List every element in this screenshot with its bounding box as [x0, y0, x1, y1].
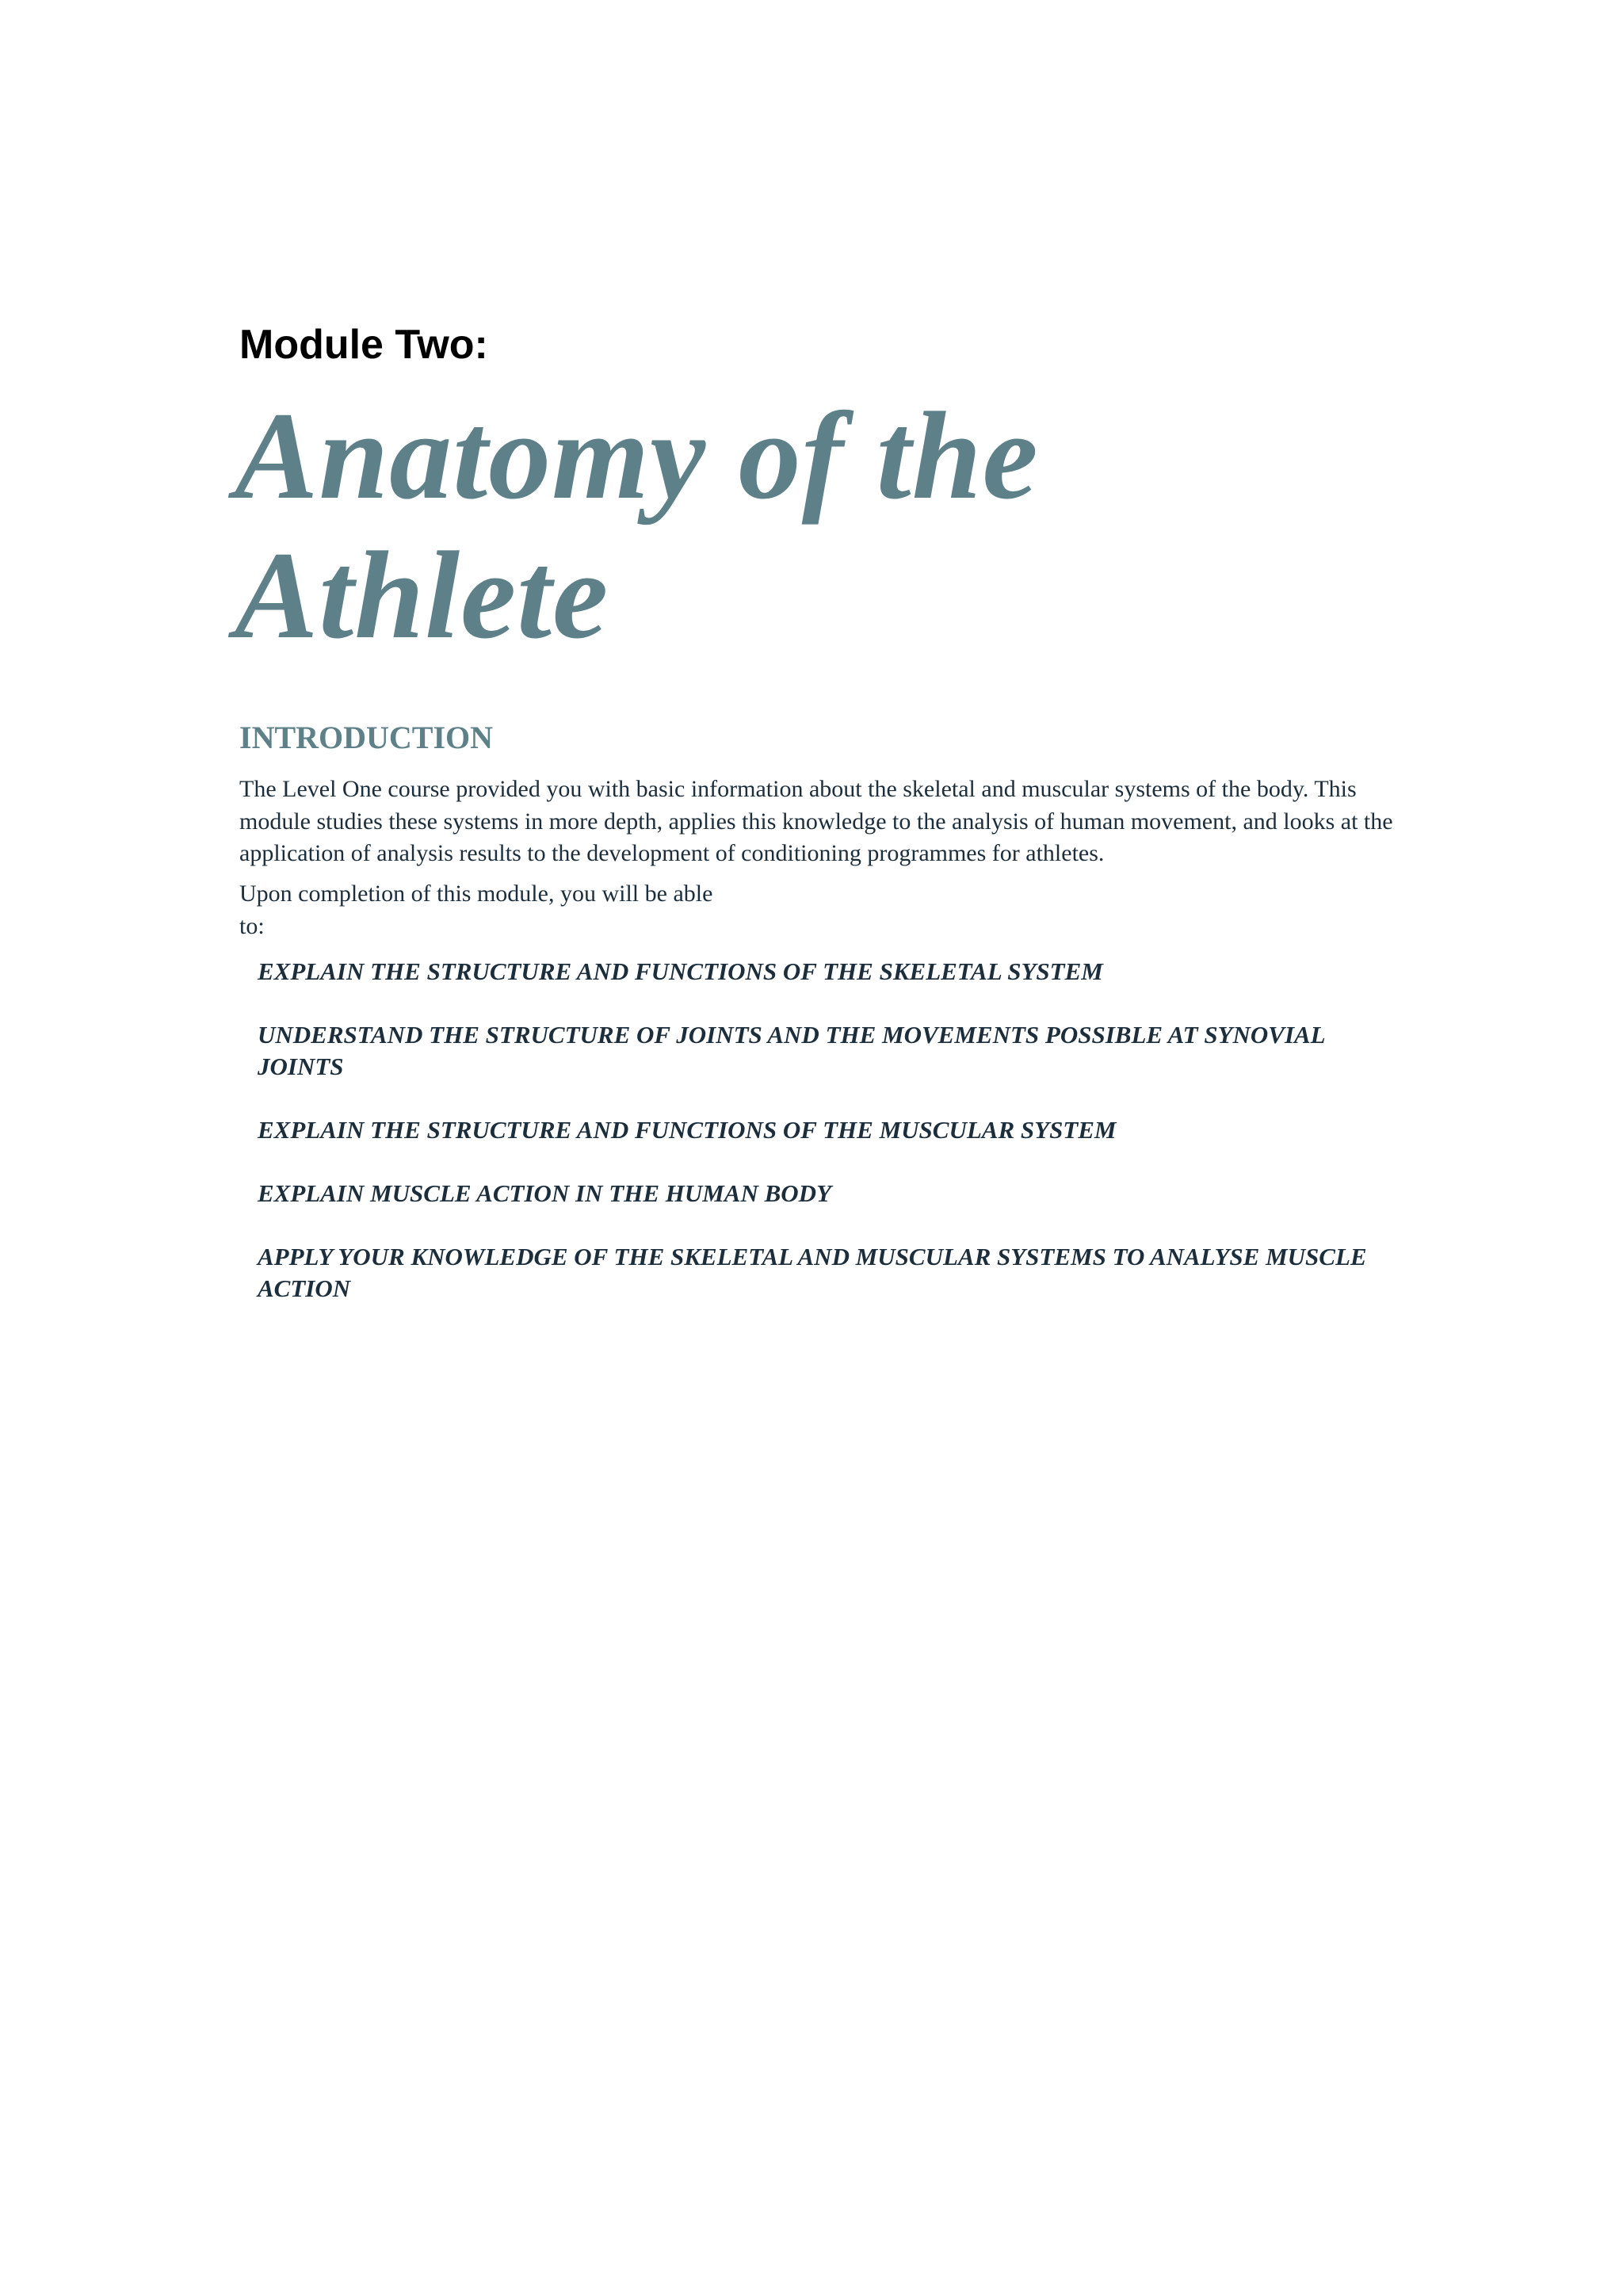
- module-title: [235, 387, 1423, 666]
- objective-item: EXPLAIN MUSCLE ACTION IN THE HUMAN BODY: [258, 1179, 832, 1207]
- introduction-heading: INTRODUCTION: [239, 720, 494, 755]
- completion-statement: Upon completion of this module, you will be able to:: [239, 881, 713, 939]
- learning-objectives-list: [258, 956, 1415, 1336]
- objective-item: APPLY YOUR KNOWLEDGE OF THE SKELETAL AND MUSCULAR SYSTEMS TO ANALYSE MUSCLE ACTION: [258, 1243, 1367, 1302]
- module-title-line-1: Anatomy of the: [235, 387, 1039, 525]
- module-title-line-2: Athlete: [235, 526, 609, 665]
- objective-item: EXPLAIN THE STRUCTURE AND FUNCTIONS OF THE SKELETAL SYSTEM: [258, 957, 1103, 985]
- objective-item: UNDERSTAND THE STRUCTURE OF JOINTS AND THE MOVEMENTS POSSIBLE AT SYNOVIAL JOINTS: [258, 1021, 1325, 1080]
- objective-item: EXPLAIN THE STRUCTURE AND FUNCTIONS OF THE MUSCULAR SYSTEM: [258, 1116, 1117, 1144]
- module-label: Module Two:: [239, 322, 488, 368]
- introduction-paragraph: The Level One course provided you with basic information about the skeletal and muscular systems of the body. This module studies these systems in more depth, applies this knowledge to the analysis of human movement, and looks at the application of analysis results to the development of conditioning programmes for athletes.: [239, 776, 1393, 866]
